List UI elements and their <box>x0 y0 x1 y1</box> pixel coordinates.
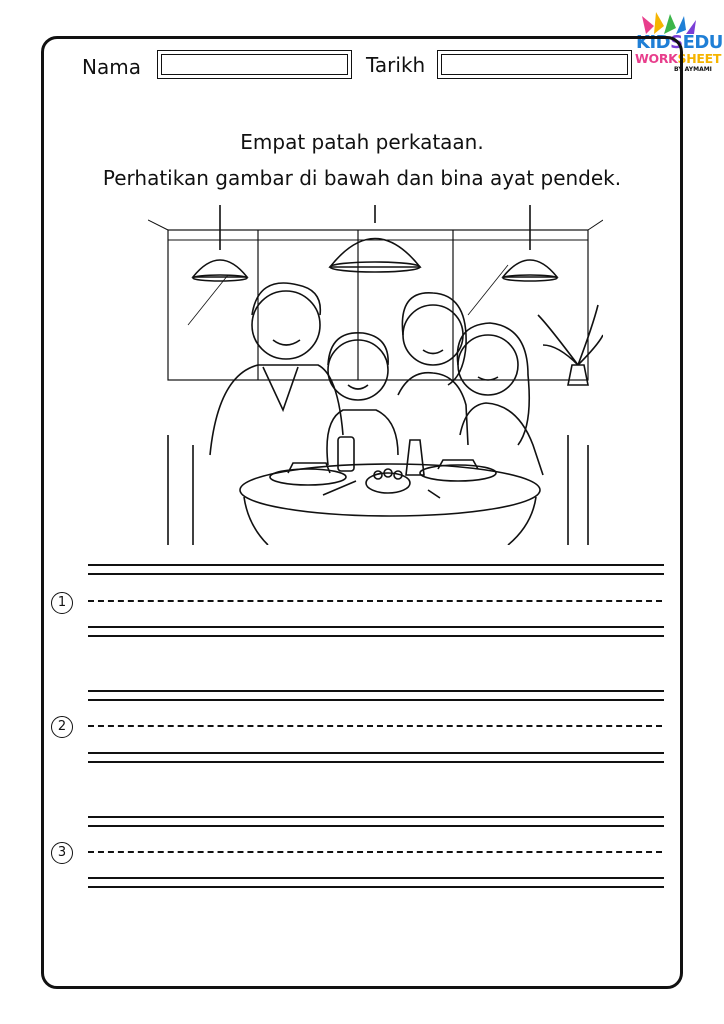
date-field[interactable] <box>437 50 632 79</box>
writing-midline <box>88 851 662 853</box>
logo-subtitle: WORKSHEET <box>635 51 722 66</box>
name-field[interactable] <box>157 50 352 79</box>
writing-line <box>88 690 664 692</box>
row-number-badge: 2 <box>51 716 73 738</box>
writing-midline <box>88 600 662 602</box>
writing-line <box>88 886 664 888</box>
logo-byline: BY AYMAMI <box>674 66 712 73</box>
writing-line <box>88 877 664 879</box>
writing-row-2[interactable] <box>44 686 674 766</box>
family-dining-illustration <box>148 205 603 545</box>
writing-line <box>88 573 664 575</box>
name-label: Nama <box>82 55 141 79</box>
row-number-badge: 3 <box>51 842 73 864</box>
writing-midline <box>88 725 662 727</box>
writing-row-3[interactable] <box>44 812 674 892</box>
instructions <box>60 124 664 196</box>
writing-line <box>88 752 664 754</box>
writing-line <box>88 761 664 763</box>
writing-line <box>88 699 664 701</box>
date-label: Tarikh <box>366 53 426 77</box>
writing-line <box>88 626 664 628</box>
row-number-badge: 1 <box>51 592 73 614</box>
logo-title: KIDSEDU <box>636 32 723 53</box>
writing-line <box>88 635 664 637</box>
writing-line <box>88 825 664 827</box>
instruction-line-1: Empat patah perkataan. <box>240 130 484 154</box>
writing-row-1[interactable] <box>44 560 674 640</box>
instruction-line-2: Perhatikan gambar di bawah dan bina ayat pendek. <box>102 166 622 190</box>
writing-line <box>88 564 664 566</box>
writing-line <box>88 816 664 818</box>
